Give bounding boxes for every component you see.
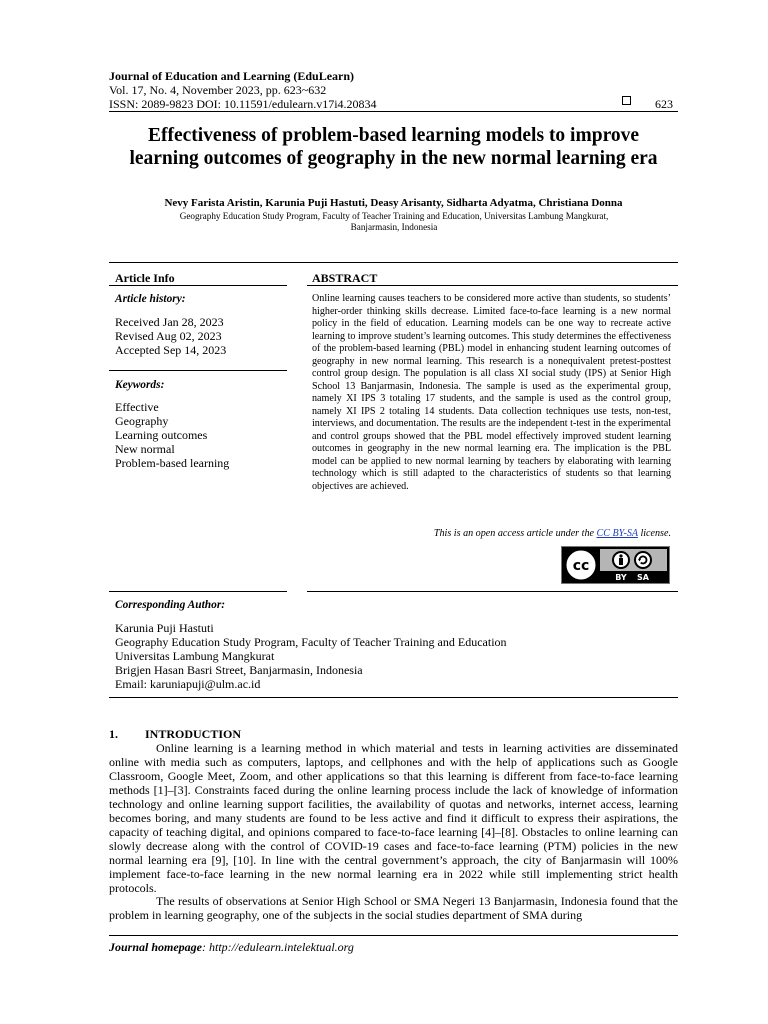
cc-text: cc <box>572 558 590 574</box>
abstract-rule <box>307 285 678 286</box>
journal-name: Journal of Education and Learning (EduLearn) <box>109 69 355 83</box>
cc-by-sa-badge[interactable] <box>561 546 670 584</box>
footer-rule <box>109 935 678 936</box>
intro-paragraph-1 <box>109 741 678 895</box>
corresponding-block <box>115 621 507 691</box>
square-icon <box>622 96 631 105</box>
article-info-rule <box>109 285 287 286</box>
keyword-item: Problem-based learning <box>115 456 230 470</box>
affiliation-line: Geography Education Study Program, Faculty of Teacher Training and Education, Universitas Lambung Mangkurat, <box>179 211 609 221</box>
header-rule <box>109 111 678 112</box>
section-number: 1. <box>109 727 118 741</box>
article-info-heading: Article Info <box>115 271 175 285</box>
keywords-label: Keywords: <box>115 379 165 391</box>
by-text: BY <box>615 573 627 582</box>
history-accepted: Accepted Sep 14, 2023 <box>115 343 227 357</box>
keyword-item: Effective <box>115 400 159 414</box>
paragraph-text: Online learning is a learning method in which material and tests in learning activities are disseminated online with media such as computers, laptops, and cellphones and with the help of applications such as Google Classroom, Google Meet, Zoom, and other applications so that this learning is different from face-to-face learning methods [1]–[3]. Constraints faced during the online learning process include the lack of knowledge of information technology and online learning support facilities, the availability of quotas and networks, internet access, learning becomes boring, and many students are found to be less active and find it difficult to express their aspirations, the capacity of teaching digital, and opinions compared to face-to-face learning [4]–[8]. Obstacles to online learning can slowly decrease along with the control of COVID-19 cases and face-to-face learning (PTM) policies in the new normal learning era [9], [10]. In line with the central government’s approach, the city of Banjarmasin will 100% implement face-to-face learning in the new normal learning era in 2022 while still implementing strict health protocols. <box>109 741 678 895</box>
history-label: Article history: <box>115 293 186 305</box>
title-line: learning outcomes of geography in the new normal learning era <box>129 148 658 169</box>
paper-title <box>100 124 687 170</box>
author-list: Nevy Farista Aristin, Karunia Puji Hastuti, Deasy Arisanty, Sidharta Adyatma, Christiana Donna <box>164 197 623 209</box>
section-heading <box>109 727 241 742</box>
abstract-heading: ABSTRACT <box>312 271 378 285</box>
homepage-label: Journal homepage <box>109 940 203 954</box>
volume-line: Vol. 17, No. 4, November 2023, pp. 623~632 <box>109 83 327 97</box>
sa-text: SA <box>637 573 649 582</box>
homepage-url[interactable]: : http://edulearn.intelektual.org <box>202 940 354 954</box>
title-line: Effectiveness of problem-based learning models to improve <box>147 125 640 146</box>
abstract-text: Online learning causes teachers to be considered more active than students, so students’ higher-order thinking skills decrease. Limited face-to-face learning is a new normal policy in the field of education. Learning models can be one way to recreate active learning to improve student’s learning outcomes. This study determines the effectiveness of the problem-based learning (PBL) model in enhancing student learning outcomes of geography in new normal learning. This research is a nonequivalent pretest-posttest control group design. The population is all class XI social study (IPS) at Senior High School 13 Banjarmasin, Indonesia. The sample is used as the experimental group, namely XI IPS 3 totaling 17 students, and the sample is used as the control group, namely XI IPS 2 totaling 14 students. Data collection techniques use tests, non-test, interviews, and documentation. The results are the independent t-test in the experimental and control groups showed that the PBL model effectively improved student learning outcomes in geography in the new normal learning era. The implication is the PBL model can be applied to new normal learning by teachers by elaborating with learning technology which is still adapted to the characteristics of students so that learning objectives are achieved. <box>312 293 671 492</box>
corr-program: Geography Education Study Program, Faculty of Teacher Training and Education <box>115 635 507 649</box>
corr-university: Universitas Lambung Mangkurat <box>115 649 275 663</box>
keywords-list <box>115 400 229 470</box>
history-revised: Revised Aug 02, 2023 <box>115 329 222 343</box>
corr-email: Email: karuniapuji@ulm.ac.id <box>115 677 261 691</box>
corr-top-rule-right <box>307 591 678 592</box>
info-box-bottom-rule <box>109 697 678 698</box>
history-list <box>115 315 226 357</box>
open-access-line <box>312 528 671 539</box>
keyword-item: New normal <box>115 442 175 456</box>
history-rule <box>109 370 287 371</box>
keyword-item: Geography <box>115 414 169 428</box>
affiliation-line: Banjarmasin, Indonesia <box>350 222 438 232</box>
corr-top-rule-left <box>109 591 287 592</box>
page-number: 623 <box>655 97 673 111</box>
affiliation <box>120 211 668 233</box>
corr-address: Brigjen Hasan Basri Street, Banjarmasin, Indonesia <box>115 663 363 677</box>
cc-license-icon <box>562 547 669 583</box>
open-access-prefix: This is an open access article under the <box>433 528 597 539</box>
license-link[interactable]: CC BY-SA <box>596 528 638 539</box>
keyword-item: Learning outcomes <box>115 428 208 442</box>
journal-homepage <box>109 940 354 955</box>
issn-line: ISSN: 2089-9823 DOI: 10.11591/edulearn.v17i4.20834 <box>109 97 377 111</box>
paragraph-text: The results of observations at Senior High School or SMA Negeri 13 Banjarmasin, Indonesia found that the problem in learning geography, one of the subjects in the social studies department of SMA during <box>109 894 678 922</box>
open-access-suffix: license. <box>637 528 671 539</box>
intro-paragraph-2 <box>109 894 678 922</box>
corresponding-label: Corresponding Author: <box>115 599 226 611</box>
corr-name: Karunia Puji Hastuti <box>115 621 214 635</box>
section-title: INTRODUCTION <box>145 727 242 741</box>
history-received: Received Jan 28, 2023 <box>115 315 224 329</box>
info-box-top-rule <box>109 262 678 263</box>
